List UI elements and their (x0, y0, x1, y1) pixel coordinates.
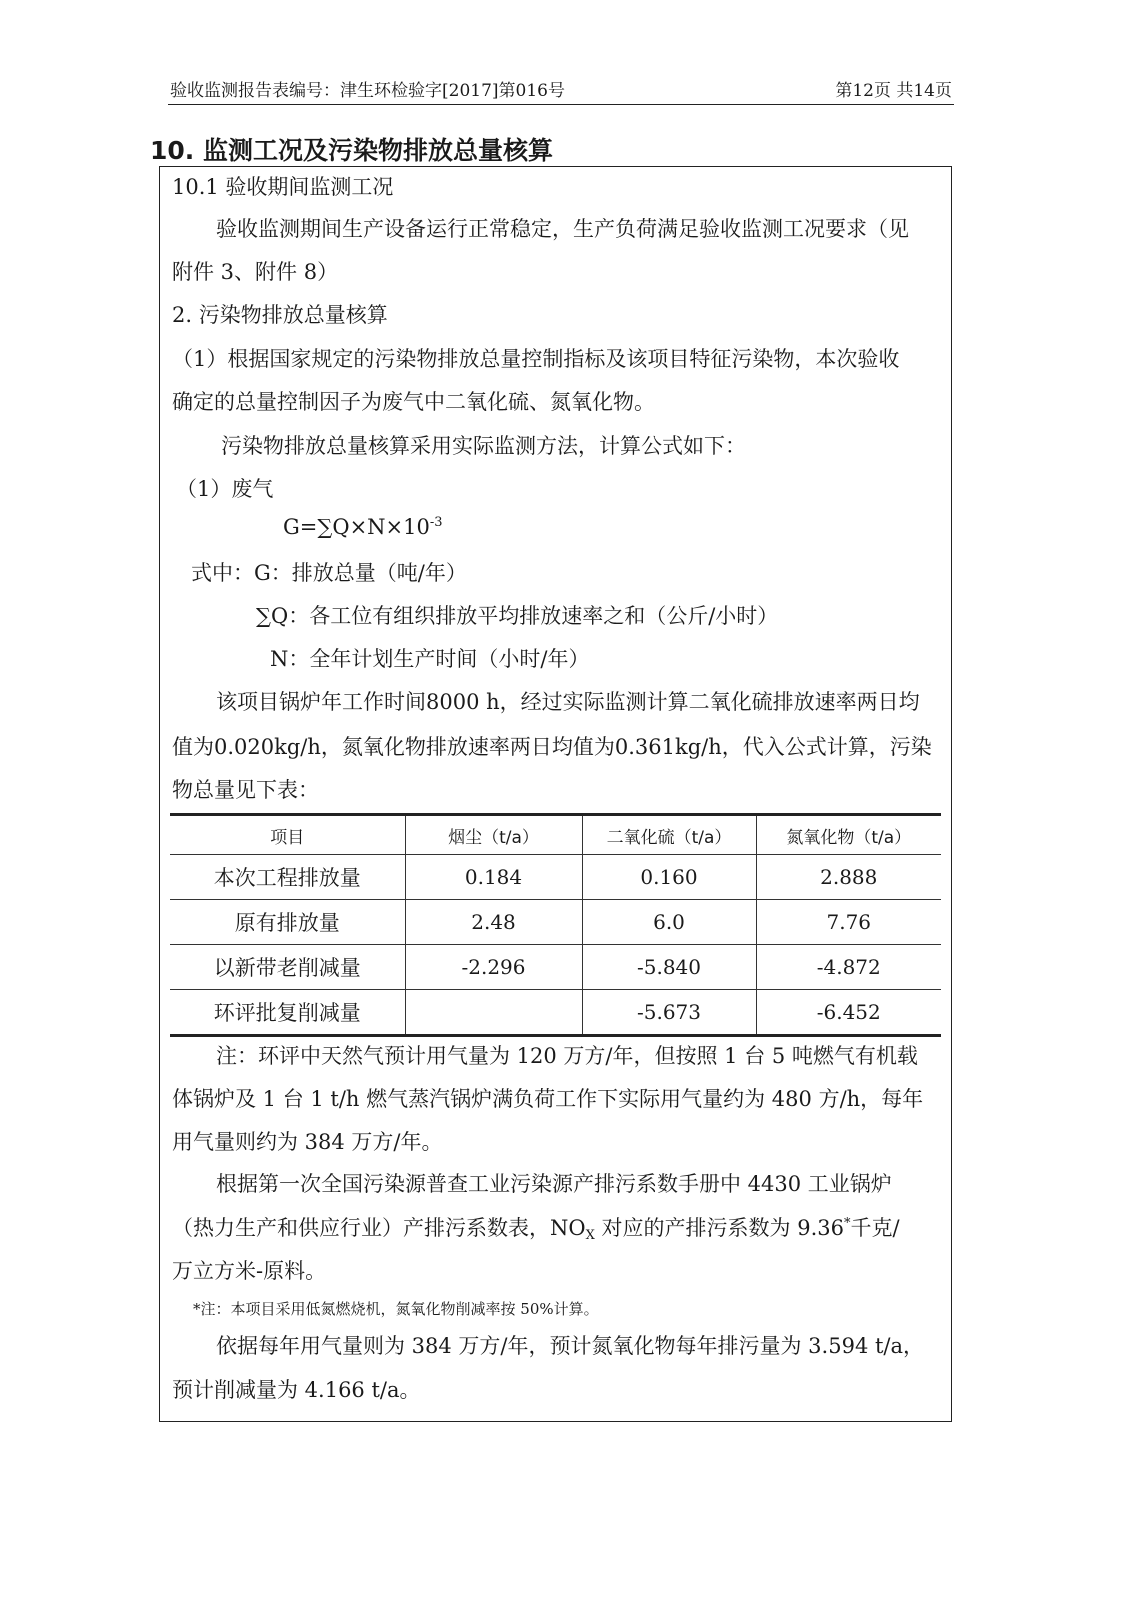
dust-value: 2.48 (405, 900, 582, 945)
paragraph-line: 验收监测期间生产设备运行正常稳定，生产负荷满足验收监测工况要求（见 (216, 217, 909, 241)
nox-subscript: X (585, 1228, 595, 1243)
table-row (170, 945, 941, 990)
column-header-dust: 烟尘（t/a） (405, 815, 582, 855)
table-row (170, 990, 941, 1036)
table-row (170, 900, 941, 945)
footnote: *注：本项目采用低氮燃烧机，氮氧化物削减率按 50%计算。 (193, 1300, 599, 1318)
so2-value: -5.840 (582, 945, 756, 990)
page-header (170, 76, 952, 101)
note-line: 体锅炉及 1 台 1 t/h 燃气蒸汽锅炉满负荷工作下实际用气量约为 480 方/h，每年 (172, 1087, 924, 1111)
header-divider (168, 104, 954, 105)
formula-exponent: -3 (429, 515, 443, 530)
report-number: 验收监测报告表编号：津生环检验字[2017]第016号 (170, 81, 565, 101)
note-line: 依据每年用气量则为 384 万方/年，预计氮氧化物每年排污量为 3.594 t/a， (216, 1334, 925, 1358)
row-label: 环评批复削减量 (170, 990, 405, 1036)
row-label: 原有排放量 (170, 900, 405, 945)
paragraph-line: 值为0.020kg/h，氮氧化物排放速率两日均值为0.361kg/h，代入公式计算，污染 (172, 735, 932, 759)
column-header-item: 项目 (170, 815, 405, 855)
subsection-heading-2: 2. 污染物排放总量核算 (172, 303, 388, 327)
note-line: 万立方米-原料。 (172, 1259, 327, 1283)
note-text: 对应的产排污系数为 9.36 (594, 1216, 844, 1240)
so2-value: -5.673 (582, 990, 756, 1036)
waste-gas-heading: （1）废气 (176, 477, 274, 501)
page-number: 第12页 共14页 (835, 81, 952, 101)
formula-main: G=∑Q×N×10 (283, 515, 430, 539)
note-line: 预计削减量为 4.166 t/a。 (172, 1378, 421, 1402)
nox-value: 7.76 (756, 900, 941, 945)
definition-q: ∑Q：各工位有组织排放平均排放速率之和（公斤/小时） (256, 604, 779, 628)
nox-value: -4.872 (756, 945, 941, 990)
section-title: 10. 监测工况及污染物排放总量核算 (150, 136, 553, 165)
definition-g: 式中：G：排放总量（吨/年） (191, 561, 467, 585)
so2-value: 6.0 (582, 900, 756, 945)
paragraph-line: 确定的总量控制因子为废气中二氧化硫、氮氧化物。 (172, 390, 655, 414)
table-header-row (170, 815, 941, 855)
note-line: 注：环评中天然气预计用气量为 120 万方/年，但按照 1 台 5 吨燃气有机载 (216, 1044, 918, 1068)
note-line (172, 1212, 900, 1243)
footnote-marker: * (843, 1216, 851, 1231)
row-label: 以新带老削减量 (170, 945, 405, 990)
column-header-so2: 二氧化硫（t/a） (582, 815, 756, 855)
paragraph-line: 附件 3、附件 8） (172, 260, 339, 284)
nox-value: -6.452 (756, 990, 941, 1036)
table-row (170, 855, 941, 900)
note-text: （热力生产和供应行业）产排污系数表，NO (172, 1216, 586, 1240)
formula (283, 515, 443, 539)
note-line: 用气量则约为 384 万方/年。 (172, 1130, 443, 1154)
row-label: 本次工程排放量 (170, 855, 405, 900)
so2-value: 0.160 (582, 855, 756, 900)
nox-value: 2.888 (756, 855, 941, 900)
paragraph-line: 污染物排放总量核算采用实际监测方法，计算公式如下： (221, 434, 746, 458)
dust-value: 0.184 (405, 855, 582, 900)
paragraph-line: 该项目锅炉年工作时间8000 h，经过实际监测计算二氧化硫排放速率两日均 (216, 690, 920, 714)
dust-value (405, 990, 582, 1036)
note-line: 根据第一次全国污染源普查工业污染源产排污系数手册中 4430 工业锅炉 (216, 1172, 892, 1196)
emissions-table (170, 813, 941, 1037)
dust-value: -2.296 (405, 945, 582, 990)
note-text: 千克/ (850, 1216, 900, 1240)
paragraph-line: （1）根据国家规定的污染物排放总量控制指标及该项目特征污染物，本次验收 (172, 347, 900, 371)
subsection-heading-10-1: 10.1 验收期间监测工况 (172, 175, 394, 199)
paragraph-line: 物总量见下表： (172, 778, 319, 802)
definition-n: N：全年计划生产时间（小时/年） (270, 647, 590, 671)
column-header-nox: 氮氧化物（t/a） (756, 815, 941, 855)
